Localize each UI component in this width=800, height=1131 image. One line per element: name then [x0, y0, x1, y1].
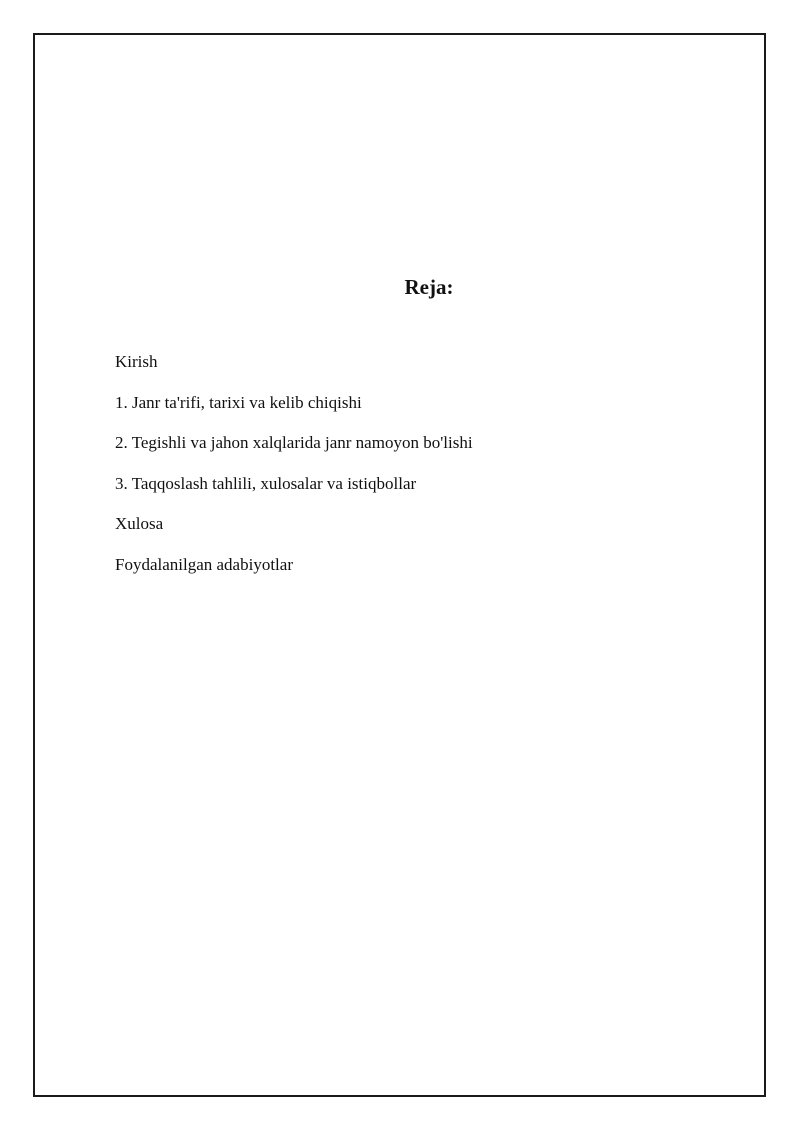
plan-item-introduction: Kirish	[115, 352, 158, 371]
plan-item-references: Foydalanilgan adabiyotlar	[115, 554, 293, 574]
plan-item-conclusion: Xulosa	[115, 514, 164, 533]
plan-item-2: 2. Tegishli va jahon xalqlarida janr namoyon bo'lishi	[115, 433, 473, 452]
plan-list	[115, 351, 473, 594]
plan-item-3: 3. Taqqoslash tahlili, xulosalar va istiqbollar	[115, 473, 417, 493]
page-title: Reja:	[404, 275, 454, 299]
plan-item-1: 1. Janr ta'rifi, tarixi va kelib chiqishi	[115, 392, 362, 412]
